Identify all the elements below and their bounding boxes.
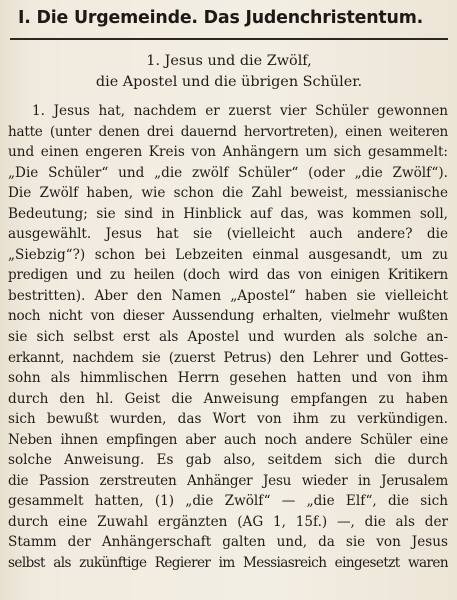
title-rule bbox=[10, 38, 448, 40]
body-paragraph bbox=[8, 101, 448, 574]
text-line: Neben ihnen empfingen aber auch noch andere Schüler eine bbox=[8, 431, 448, 448]
chapter-title: I. Die Urgemeinde. Das Judenchristentum. bbox=[18, 8, 424, 28]
text-line: ausgewählt. Jesus hat sie (vielleicht auch andere? die bbox=[8, 226, 448, 243]
section-heading bbox=[10, 51, 448, 92]
text-line: sie sich selbst erst als Apostel und wurden als solche an- bbox=[8, 329, 448, 346]
text-line: Bedeutung; sie sind in Hinblick auf das, was kommen soll, bbox=[8, 205, 448, 222]
text-line: durch den hl. Geist die Anweisung empfangen zu haben bbox=[8, 390, 448, 407]
section-heading-line-1: 1. Jesus und die Zwölf, bbox=[146, 53, 312, 69]
section-heading-line-2: die Apostel und die übrigen Schüler. bbox=[95, 73, 363, 90]
text-line: predigen und zu heilen (doch wird das von einigen Kritikern bbox=[8, 267, 448, 284]
text-line: durch eine Zuwahl ergänzten (AG 1, 15f.) —, die als der bbox=[8, 513, 448, 530]
text-line: 1. Jesus hat, nachdem er zuerst vier Schüler gewonnen bbox=[32, 103, 448, 119]
text-line: „Siebzig“?) schon bei Lebzeiten einmal ausgesandt, um zu bbox=[8, 246, 448, 263]
text-line: Die Zwölf haben, wie schon die Zahl beweist, messianische bbox=[8, 185, 448, 202]
text-line: Stamm der Anhängerschaft galten und, da sie von Jesus bbox=[8, 534, 448, 551]
text-line: noch nicht von dieser Aussendung erhalten, vielmehr wußten bbox=[8, 308, 448, 325]
text-line: sohn als himmlischen Herrn gesehen hatten und von ihm bbox=[8, 370, 448, 387]
text-line: hatte (unter denen drei dauernd hervortreten), einen weiteren bbox=[8, 123, 448, 140]
text-line: die Passion zerstreuten Anhänger Jesu wieder in Jerusalem bbox=[8, 472, 448, 489]
text-line: „Die Schüler“ und „die zwölf Schüler“ (oder „die Zwölf“). bbox=[8, 164, 448, 181]
text-line: und einen engeren Kreis von Anhängern um sich gesammelt: bbox=[8, 144, 448, 161]
text-line: erkannt, nachdem sie (zuerst Petrus) den Lehrer und Gottes- bbox=[8, 349, 448, 366]
text-line: selbst als zukünftige Regierer im Messiasreich eingesetzt waren bbox=[8, 555, 448, 572]
text-line: bestritten). Aber den Namen „Apostel“ haben sie vielleicht bbox=[8, 287, 448, 304]
text-line: sich bewußt wurden, das Wort von ihm zu verkündigen. bbox=[8, 411, 448, 428]
text-line: gesammelt hatten, (1) „die Zwölf“ — „die Elf“, die sich bbox=[8, 493, 448, 510]
text-line: solche Anweisung. Es gab also, seitdem sich die durch bbox=[8, 452, 448, 469]
